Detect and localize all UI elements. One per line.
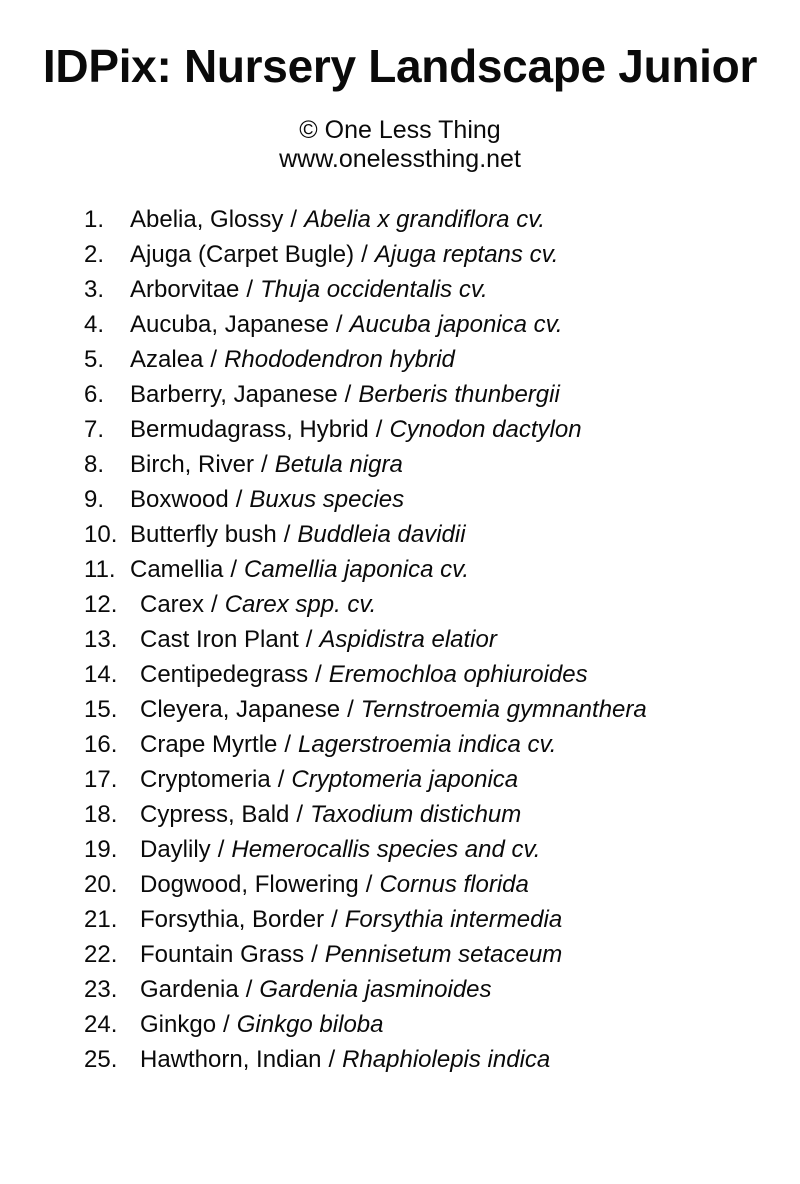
item-number: 6.: [84, 381, 105, 408]
item-scientific-name: Aucuba japonica cv.: [349, 311, 563, 338]
item-separator: /: [335, 311, 343, 338]
list-item: [84, 902, 800, 937]
list-item: [84, 937, 800, 972]
list-item: [84, 727, 800, 762]
item-common-name: Carex: [140, 591, 205, 618]
list-item: [84, 447, 800, 482]
list-item: [84, 517, 800, 552]
list-item: [84, 1042, 800, 1077]
item-separator: /: [246, 276, 254, 303]
item-number: 11.: [84, 556, 116, 583]
list-item: [84, 552, 800, 587]
list-item: [84, 1007, 800, 1042]
item-common-name: Butterfly bush: [130, 521, 277, 548]
item-common-name: Birch, River: [130, 451, 255, 478]
plant-list: [84, 202, 800, 1077]
item-separator: /: [375, 416, 383, 443]
page-title: IDPix: Nursery Landscape Junior: [42, 40, 758, 92]
item-scientific-name: Aspidistra elatior: [319, 626, 497, 653]
item-number: 7.: [84, 416, 105, 443]
item-number: 19.: [84, 836, 118, 863]
item-number: 22.: [84, 941, 118, 968]
document-page: [0, 40, 800, 1184]
item-separator: /: [235, 486, 243, 513]
item-common-name: Cypress, Bald: [140, 801, 290, 828]
list-item: [84, 657, 800, 692]
subheading: [0, 116, 800, 174]
item-common-name: Boxwood: [130, 486, 229, 513]
item-separator: /: [296, 801, 304, 828]
item-number: 3.: [84, 276, 105, 303]
item-number: 24.: [84, 1011, 118, 1038]
item-number: 20.: [84, 871, 118, 898]
item-common-name: Forsythia, Border: [140, 906, 325, 933]
item-number: 9.: [84, 486, 105, 513]
item-number: 4.: [84, 311, 105, 338]
item-common-name: Camellia: [130, 556, 224, 583]
item-scientific-name: Cornus florida: [379, 871, 529, 898]
item-scientific-name: Carex spp. cv.: [224, 591, 377, 618]
item-number: 16.: [84, 731, 118, 758]
item-separator: /: [245, 976, 253, 1003]
item-number: 13.: [84, 626, 118, 653]
item-scientific-name: Pennisetum setaceum: [324, 941, 563, 968]
item-scientific-name: Ajuga reptans cv.: [374, 241, 559, 268]
item-number: 10.: [84, 521, 118, 548]
list-item: [84, 797, 800, 832]
item-number: 17.: [84, 766, 118, 793]
item-separator: /: [290, 206, 298, 233]
item-common-name: Cast Iron Plant: [140, 626, 299, 653]
item-separator: /: [217, 836, 225, 863]
item-separator: /: [328, 1046, 336, 1073]
item-scientific-name: Rhododendron hybrid: [224, 346, 455, 373]
item-separator: /: [331, 906, 338, 933]
item-scientific-name: Buddleia davidii: [297, 521, 466, 548]
item-number: 5.: [84, 346, 105, 373]
item-common-name: Ginkgo: [140, 1011, 217, 1038]
website-line: www.onelessthing.net: [279, 145, 521, 173]
item-common-name: Hawthorn, Indian: [140, 1046, 322, 1073]
item-common-name: Cryptomeria: [140, 766, 271, 793]
item-number: 15.: [84, 696, 118, 723]
item-number: 12.: [84, 591, 118, 618]
item-common-name: Dogwood, Flowering: [140, 871, 359, 898]
item-number: 2.: [84, 241, 105, 268]
list-item: [84, 867, 800, 902]
item-common-name: Barberry, Japanese: [130, 381, 338, 408]
item-common-name: Gardenia: [140, 976, 239, 1003]
item-separator: /: [344, 381, 352, 408]
list-item: [84, 587, 800, 622]
item-common-name: Centipedegrass: [140, 661, 309, 688]
item-scientific-name: Hemerocallis species and cv.: [231, 836, 541, 863]
item-common-name: Arborvitae: [130, 276, 240, 303]
item-common-name: Cleyera, Japanese: [140, 696, 341, 723]
item-scientific-name: Camellia japonica cv.: [244, 556, 470, 583]
item-separator: /: [261, 451, 268, 478]
list-item: [84, 412, 800, 447]
item-scientific-name: Taxodium distichum: [310, 801, 522, 828]
item-scientific-name: Buxus species: [249, 486, 405, 513]
item-separator: /: [284, 731, 292, 758]
item-scientific-name: Betula nigra: [274, 451, 403, 478]
item-separator: /: [211, 591, 218, 618]
list-item: [84, 622, 800, 657]
item-separator: /: [210, 346, 218, 373]
item-common-name: Crape Myrtle: [140, 731, 278, 758]
item-common-name: Fountain Grass: [140, 941, 305, 968]
list-item: [84, 972, 800, 1007]
item-scientific-name: Rhaphiolepis indica: [342, 1046, 551, 1073]
item-separator: /: [223, 1011, 230, 1038]
item-common-name: Abelia, Glossy: [130, 206, 284, 233]
item-scientific-name: Cryptomeria japonica: [291, 766, 519, 793]
item-common-name: Aucuba, Japanese: [130, 311, 329, 338]
item-number: 14.: [84, 661, 118, 688]
item-separator: /: [315, 661, 322, 688]
item-common-name: Ajuga (Carpet Bugle): [130, 241, 355, 268]
item-scientific-name: Ginkgo biloba: [236, 1011, 384, 1038]
list-item: [84, 342, 800, 377]
item-separator: /: [283, 521, 291, 548]
item-separator: /: [277, 766, 285, 793]
item-number: 25.: [84, 1046, 118, 1073]
item-common-name: Azalea: [130, 346, 204, 373]
copyright-line: © One Less Thing: [299, 116, 501, 144]
item-separator: /: [347, 696, 354, 723]
list-item: [84, 237, 800, 272]
item-separator: /: [305, 626, 313, 653]
item-number: 18.: [84, 801, 118, 828]
item-scientific-name: Lagerstroemia indica cv.: [298, 731, 557, 758]
item-number: 23.: [84, 976, 118, 1003]
item-separator: /: [230, 556, 238, 583]
item-number: 8.: [84, 451, 105, 478]
item-number: 21.: [84, 906, 118, 933]
item-scientific-name: Abelia x grandiflora cv.: [304, 206, 546, 233]
list-item: [84, 307, 800, 342]
item-scientific-name: Ternstroemia gymnanthera: [360, 696, 647, 723]
item-scientific-name: Forsythia intermedia: [344, 906, 563, 933]
item-scientific-name: Cynodon dactylon: [389, 416, 582, 443]
item-scientific-name: Gardenia jasminoides: [259, 976, 492, 1003]
item-common-name: Bermudagrass, Hybrid: [130, 416, 369, 443]
list-item: [84, 202, 800, 237]
list-item: [84, 377, 800, 412]
item-number: 1.: [84, 206, 105, 233]
item-scientific-name: Eremochloa ophiuroides: [328, 661, 588, 688]
item-separator: /: [365, 871, 373, 898]
item-separator: /: [361, 241, 368, 268]
list-item: [84, 482, 800, 517]
list-item: [84, 692, 800, 727]
item-scientific-name: Thuja occidentalis cv.: [260, 276, 488, 303]
item-separator: /: [311, 941, 318, 968]
item-scientific-name: Berberis thunbergii: [358, 381, 560, 408]
item-common-name: Daylily: [140, 836, 211, 863]
list-item: [84, 832, 800, 867]
list-item: [84, 272, 800, 307]
list-item: [84, 762, 800, 797]
